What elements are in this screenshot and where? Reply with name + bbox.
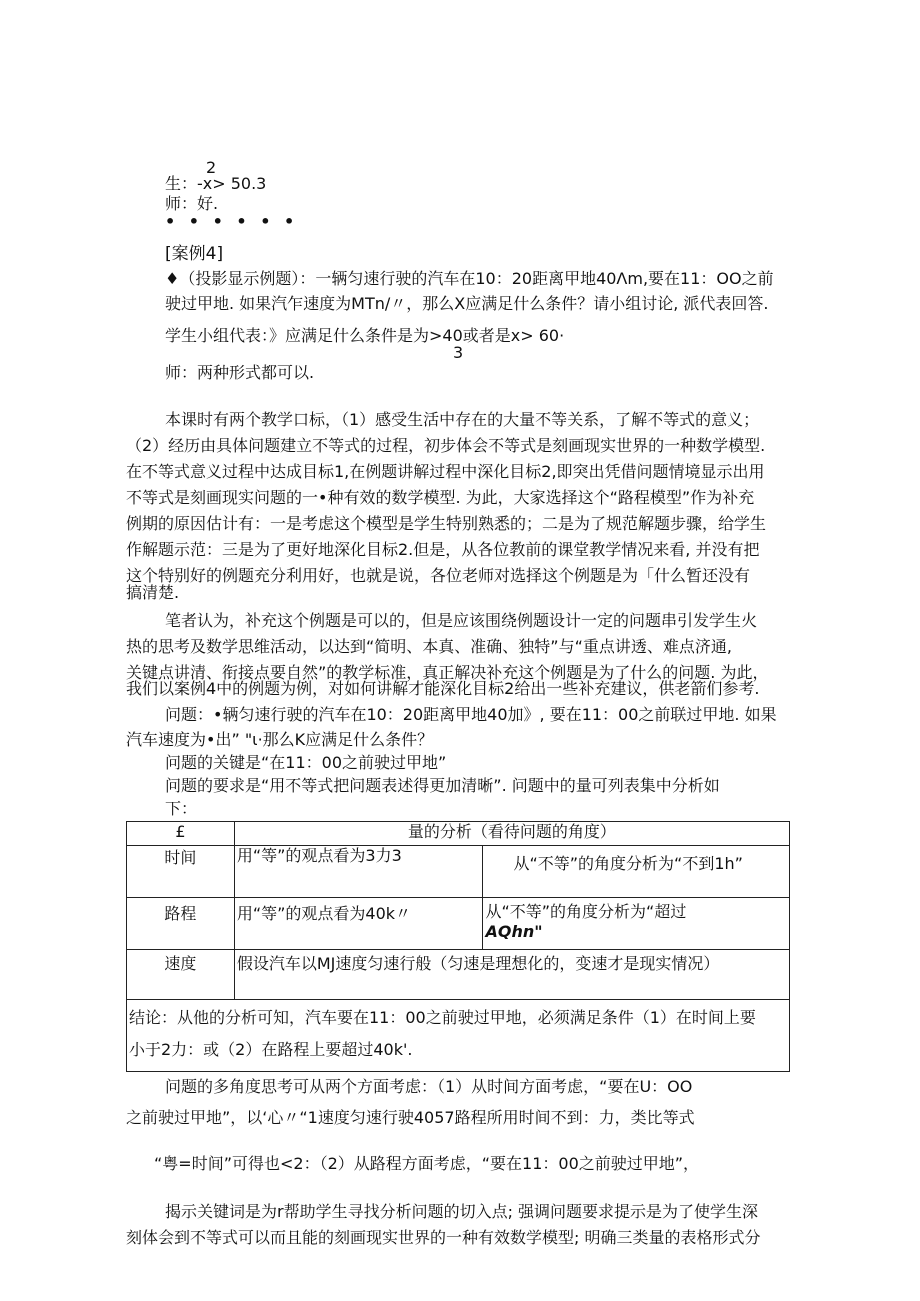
case4-problem-line2: 驶过甲地. 如果汽乍速度为MTn/〃，那么X应满足什么条件？请小组讨论, 派代表回答. xyxy=(165,294,769,313)
para1-line: 在不等式意义过程中达成目标1,在例题讲解过程中深化目标2,即突出凭借问题情境显示出用 xyxy=(126,462,765,481)
multi-line2: 之前驶过甲地”，以‘心〃“1速度匀速行驶4057路程所用时间不到：力，类比等式 xyxy=(126,1108,695,1127)
para1-line: （2）经历由具体问题建立不等式的过程，初步体会不等式是刻画现实世界的一种数学模型. xyxy=(126,436,766,455)
question-key: 问题的关键是“在11：00之前驶过甲地” xyxy=(165,753,447,772)
row-label-time: 时间 xyxy=(127,846,235,898)
question-req1: 问题的要求是“用不等式把问题表述得更加清晰”. 问题中的量可列表集中分析如 xyxy=(165,776,720,795)
para2-line: 笔者认为，补充这个例题是可以的，但是应该围绕例题设计一定的问题串引发学生火 xyxy=(165,611,758,630)
question-line2: 汽车速度为•出” "ι·那么K应满足什么条件？ xyxy=(126,730,434,749)
subscript-3: 3 xyxy=(453,343,464,362)
question-req2: 下： xyxy=(165,799,198,818)
para1-line: 例期的原因估计有：一是考虑这个模型是学生特别熟悉的；二是为了规范解题步骤，给学生 xyxy=(126,514,767,533)
teacher-reply: 师：两种形式都可以. xyxy=(165,363,315,382)
case4-problem-line1: ♦（投影显示例题）：一辆匀速行驶的汽车在10：20距离甲地40Λm,要在11：OO之前 xyxy=(165,269,774,288)
group-answer: 学生小组代表：》应满足什么条件是为>40或者是x> 60· xyxy=(165,326,565,345)
student-line: 生：-x> 50.3 xyxy=(165,174,267,193)
final-line1: 揭示关键词是为r帮助学生寻找分析问题的切入点; 强调问题要求提示是为了使学生深 xyxy=(165,1202,759,1221)
time-equal-view: 用“等”的观点看为3力3 xyxy=(234,846,483,898)
conclusion-line2: 小于2力：或（2）在路程上要超过40k'. xyxy=(129,1040,413,1059)
distance-equal-view: 用“等”的观点看为40k〃 xyxy=(234,898,483,950)
teacher-line: 师：好. xyxy=(165,194,219,213)
multi-line3: “粤=时间”可得也<2：（2）从路程方面考虑，“要在11：00之前驶过甲地”， xyxy=(154,1154,700,1173)
row-label-distance: 路程 xyxy=(127,898,235,950)
para1-line: 这个特别好的例题充分利用好，也就是说，各位老师对选择这个例题是为「什么暂还没有 xyxy=(126,566,751,585)
multi-line1: 问题的多角度思考可从两个方面考虑：（1）从时间方面考虑，“要在U：OO xyxy=(165,1077,693,1096)
para1-line: 本课时有两个教学口标，（1）感受生活中存在的大量不等关系，了解不等式的意义； xyxy=(165,410,760,429)
question-line1: 问题：•辆匀速行驶的汽车在10：20距离甲地40加》, 要在11：00之前联过甲地. 如果 xyxy=(165,705,777,724)
speed-assumption: 假设汽车以MJ速度匀速行般（匀速是理想化的，变速才是现实情况） xyxy=(234,950,789,1000)
final-line2: 刻体会到不等式可以而且能的刻画现实世界的一种有效数学模型; 明确三类量的表格形式分 xyxy=(126,1228,761,1247)
row-label-speed: 速度 xyxy=(127,950,235,1000)
case4-heading: [案例4] xyxy=(165,244,224,264)
para2-line: 关键点讲清、衔接点要自然”的教学标准，真正解决补充这个例题是为了什么的问题. 为此， xyxy=(126,663,769,682)
conclusion-line1: 结论：从他的分析可知，汽车要在11：00之前驶过甲地，必须满足条件（1）在时间上要 xyxy=(129,1008,756,1027)
ellipsis-dots: • • • • • • xyxy=(165,212,299,231)
table-header: 量的分析（看待问题的角度） xyxy=(234,822,789,846)
para2-line: 热的思考及数学思维活动，以达到“简明、本真、准确、独特”与“重点讲透、难点济通, xyxy=(126,637,732,656)
para2-line: 我们以案例4中的例题为例，对如何讲解才能深化目标2给出一些补充建议，供老箭们参考. xyxy=(126,679,760,698)
para1-line: 搞清楚. xyxy=(126,583,180,602)
time-unequal-view: 从“不等”的角度分析为“不到1h” xyxy=(483,846,790,898)
table-conclusion xyxy=(127,1000,790,1072)
distance-unequal-line2: AQhn" xyxy=(485,922,543,941)
table-corner: £ xyxy=(127,822,235,846)
para1-line: 不等式是刻画现实问题的一•种有效的数学模型. 为此，大家选择这个“路程模型”作为补充 xyxy=(126,488,755,507)
para1-line: 作解题示范：三是为了更好地深化目标2.但是，从各位教前的课堂教学情况来看, 并没有把 xyxy=(126,540,760,559)
distance-unequal-line1: 从“不等”的角度分析为“超过 xyxy=(485,902,687,921)
quantity-analysis-table xyxy=(126,821,790,1072)
distance-unequal-view xyxy=(483,898,790,950)
superscript-2: 2 xyxy=(206,158,217,177)
